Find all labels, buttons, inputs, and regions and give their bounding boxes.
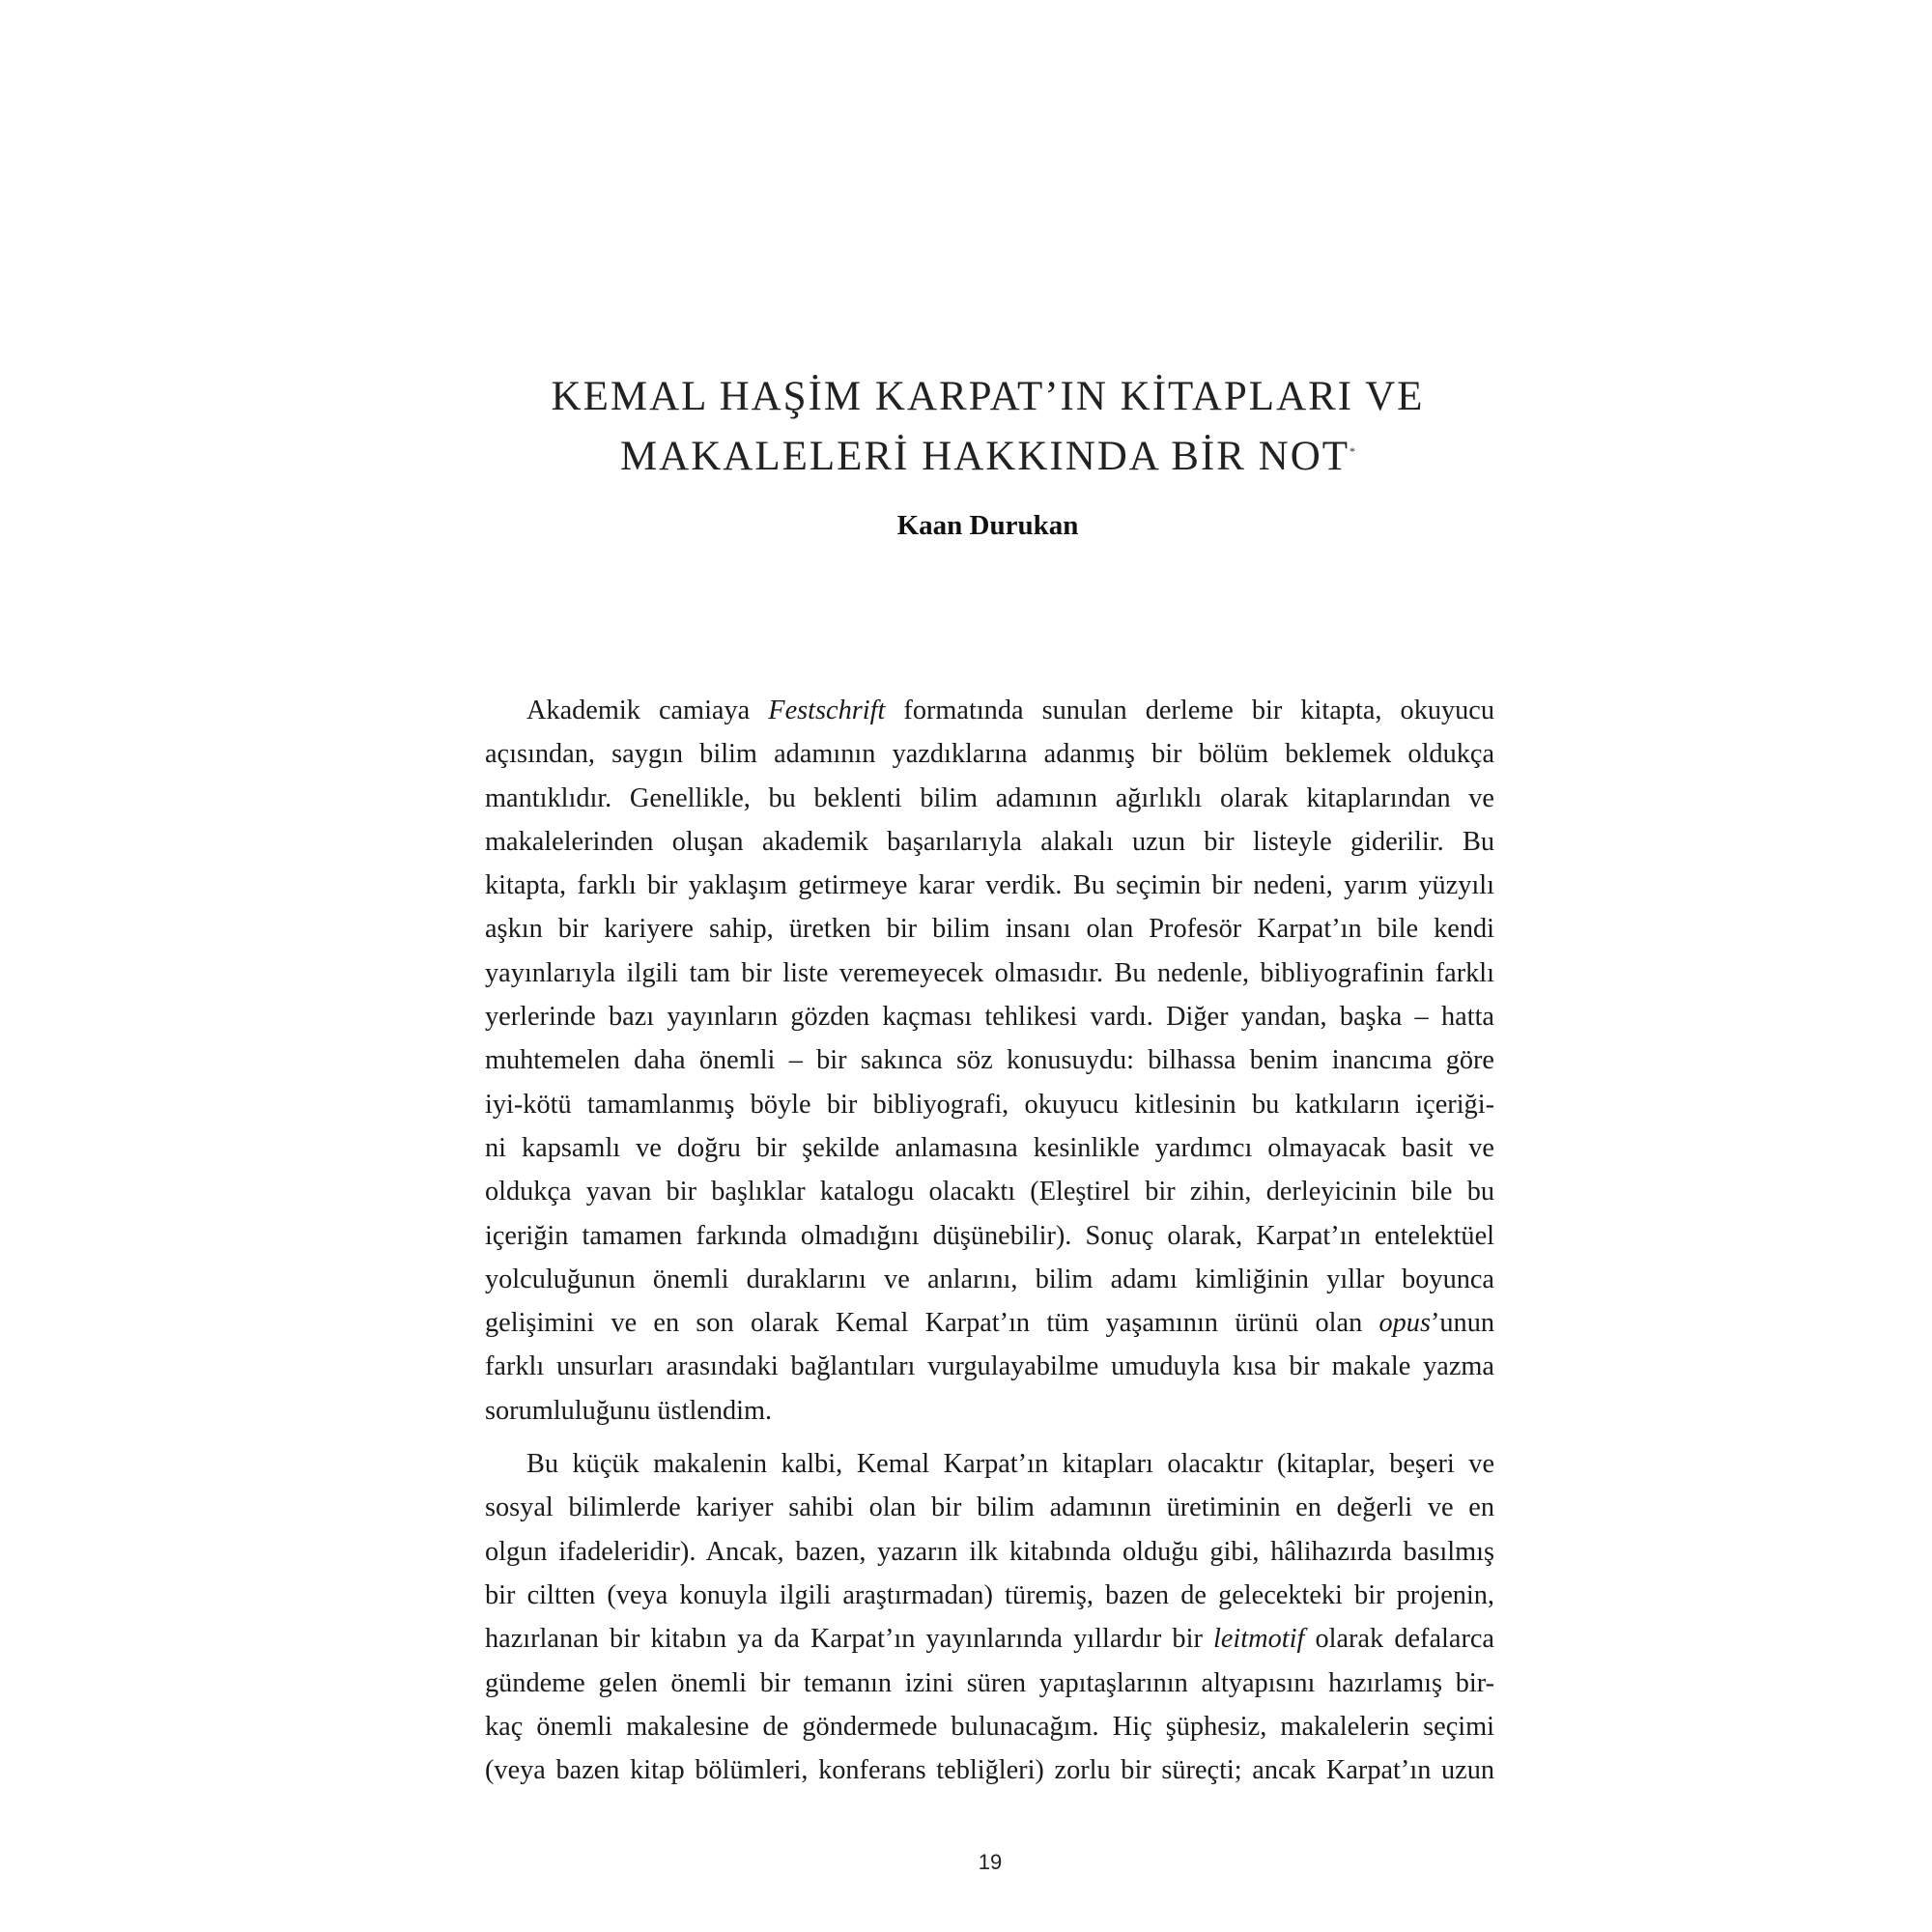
- italic-term: Festschrift: [768, 696, 886, 725]
- paragraph-1: [485, 689, 1494, 1433]
- text-line: [485, 1301, 1494, 1345]
- text-run: Akademik camiaya: [526, 696, 769, 725]
- text-line: muhtemelen daha önemli – bir sakınca söz konusuydu: bilhassa benim inancıma göre: [485, 1045, 1494, 1076]
- text-line: ni kapsamlı ve doğru bir şekilde anlamasına kesinlikle yardımcı olmayacak basit ve: [485, 1132, 1494, 1163]
- text-line: sorumluluğunu üstlendim.: [485, 1395, 773, 1426]
- title-line-1: KEMAL HAŞİM KARPAT’IN KİTAPLARI VE: [551, 374, 1425, 419]
- text-line: iyi-kötü tamamlanmış böyle bir bibliyografi, okuyucu kitlesinin bu katkıların içeriği-: [485, 1089, 1494, 1120]
- paragraph-2: [485, 1442, 1494, 1792]
- text-line: yayınlarıyla ilgili tam bir liste veremeyecek olmasıdır. Bu nedenle, bibliyografinin farklı: [485, 957, 1494, 988]
- text-line: yolculuğunun önemli duraklarını ve anlarını, bilim adamı kimliğinin yıllar boyunca: [485, 1264, 1494, 1294]
- text-line: kaç önemli makalesine de göndermede bulunacağım. Hiç şüphesiz, makalelerin seçimi: [485, 1711, 1494, 1742]
- author-name: Kaan Durukan: [896, 510, 1079, 541]
- text-line: sosyal bilimlerde kariyer sahibi olan bir bilim adamının üretiminin en değerli ve en: [485, 1492, 1494, 1523]
- title-line-2-text: MAKALELERİ HAKKINDA BİR NOT: [619, 434, 1350, 479]
- text-line: gündeme gelen önemli bir temanın izini süren yapıtaşlarının altyapısını hazırlamış bir-: [485, 1667, 1494, 1698]
- text-line: [485, 689, 1494, 732]
- text-line: oldukça yavan bir başlıklar katalogu olacaktı (Eleştirel bir zihin, derleyicinin bile bu: [485, 1177, 1494, 1208]
- text-line: olgun ifadeleridir). Ancak, bazen, yazarın ilk kitabında olduğu gibi, hâlihazırda basılmış: [485, 1536, 1494, 1567]
- text-line: kitapta, farklı bir yaklaşım getirmeye karar verdik. Bu seçimin bir nedeni, yarım yüzyılı: [485, 870, 1494, 901]
- text-line: mantıklıdır. Genellikle, bu beklenti bilim adamının ağırlıklı olarak kitaplarından ve: [485, 782, 1494, 813]
- text-line: aşkın bir kariyere sahip, üretken bir bilim insanı olan Profesör Karpat’ın bile kendi: [485, 914, 1494, 945]
- text-line: bir ciltten (veya konuyla ilgili araştırmadan) türemiş, bazen de gelecekteki bir projenin,: [485, 1579, 1494, 1610]
- text-line: makalelerinden oluşan akademik başarılarıyla alakalı uzun bir listeyle giderilir. Bu: [485, 826, 1494, 857]
- text-line: (veya bazen kitap bölümleri, konferans tebliğleri) zorlu bir süreçti; ancak Karpat’ın uzun: [485, 1755, 1494, 1786]
- italic-term: leitmotif: [1213, 1624, 1305, 1655]
- text-run: formatında sunulan derleme bir kitapta, okuyucu: [885, 696, 1495, 725]
- text-run: hazırlanan bir kitabın ya da Karpat’ın yayınlarında yıllardır bir: [485, 1624, 1214, 1655]
- article-body: [485, 689, 1494, 1802]
- text-line: Bu küçük makalenin kalbi, Kemal Karpat’ın kitapları olacaktır (kitaplar, beşeri ve: [526, 1449, 1494, 1480]
- text-run: ’unun: [1430, 1308, 1494, 1339]
- text-line: [485, 1617, 1494, 1661]
- text-run: olarak defalarca: [1304, 1624, 1494, 1655]
- text-line: içeriğin tamamen farkında olmadığını düşünebilir). Sonuç olarak, Karpat’ın entelektüel: [485, 1220, 1494, 1251]
- italic-term: opus: [1378, 1308, 1431, 1339]
- text-line: açısından, saygın bilim adamının yazdıklarına adanmış bir bölüm beklemek oldukça: [485, 739, 1494, 770]
- title-line-2: [483, 427, 1492, 487]
- text-line: yerlerinde bazı yayınların gözden kaçması tehlikesi vardı. Diğer yandan, başka – hatta: [485, 1002, 1494, 1033]
- text-line: farklı unsurları arasındaki bağlantıları vurgulayabilme umuduyla kısa bir makale yazma: [485, 1351, 1494, 1382]
- page-number: 19: [978, 1850, 1003, 1874]
- text-run: gelişimini ve en son olarak Kemal Karpat’ın tüm yaşamının ürünü olan: [485, 1308, 1379, 1339]
- footnote-marker[interactable]: *: [1350, 444, 1356, 458]
- article-title: [483, 367, 1492, 487]
